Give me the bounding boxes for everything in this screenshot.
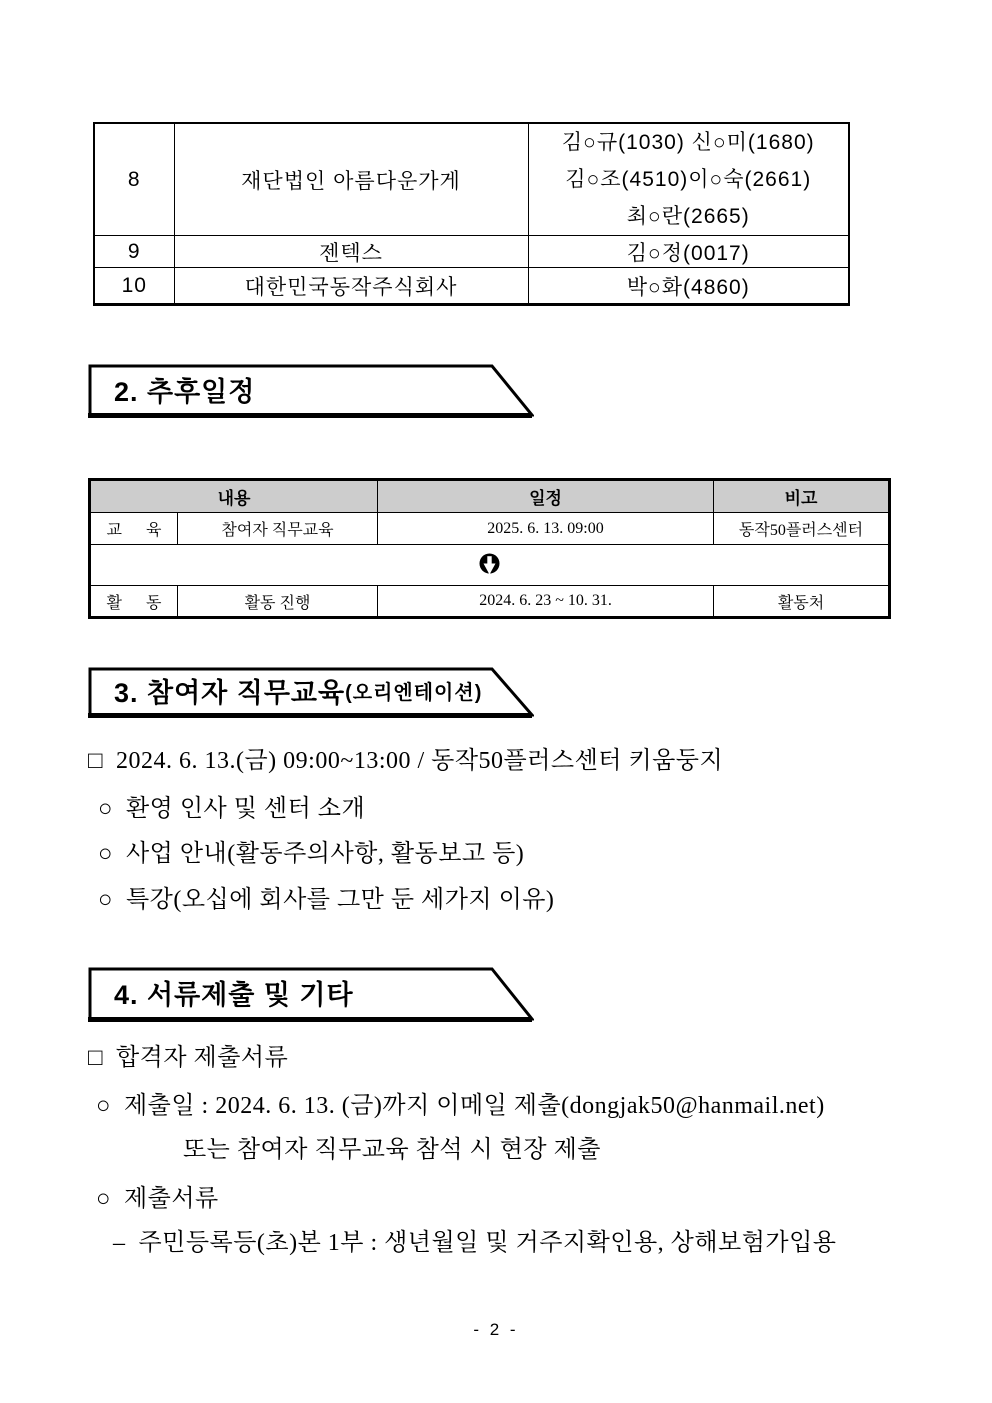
section-title: 2. 추후일정 [114,376,256,407]
member-line: 김○조(4510)이○숙(2661) [565,168,812,191]
list-item [88,1043,288,1073]
section-title-suffix: (오리엔테이션) [345,682,483,704]
schedule-cell: 2025. 6. 13. 09:00 [378,513,714,545]
list-item-text: 2024. 6. 13.(금) 09:00~13:00 / 동작50플러스센터 키움둥지 [116,748,724,774]
list-item [88,746,723,776]
section-title-main: 3. 참여자 직무교육 [114,678,346,708]
list-item-text: 주민등록등(초)본 1부 : 생년월일 및 거주지확인용, 상해보험가입용 [138,1230,837,1256]
participants-table [93,122,850,306]
circle-bullet: ○ [98,796,113,822]
company-cell: 대한민국동작주식회사 [174,268,528,305]
list-item [96,1091,825,1121]
note-cell: 활동처 [714,586,890,618]
company-cell: 젠텍스 [174,236,528,268]
header-note: 비고 [714,480,890,513]
content-cell: 참여자 직무교육 [178,513,378,545]
members-cell [528,123,849,236]
list-item [98,794,365,824]
schedule-table [88,478,891,619]
section-title [114,667,482,714]
list-item-text: 또는 참여자 직무교육 참석 시 현장 제출 [183,1137,601,1163]
list-item-text: 환영 인사 및 센터 소개 [126,796,366,822]
table-row [94,268,849,305]
company-cell: 재단법인 아름다운가게 [174,123,528,236]
arrow-cell [90,545,890,586]
circle-bullet: ○ [98,841,113,867]
table-row [94,236,849,268]
members-cell: 김○정(0017) [528,236,849,268]
row-number-cell: 10 [94,268,174,305]
table-row-education [90,513,890,545]
list-item-text: 제출서류 [124,1186,219,1212]
list-item-text: 합격자 제출서류 [116,1045,289,1071]
page-number: - 2 - [473,1320,519,1339]
table-row-activity [90,586,890,618]
member-line: 김○규(1030) 신○미(1680) [561,131,815,154]
down-arrow-icon [478,553,501,577]
members-cell: 박○화(4860) [528,268,849,305]
note-cell: 동작50플러스센터 [714,513,890,545]
circle-bullet: ○ [96,1186,111,1212]
list-item [96,1184,219,1214]
header-schedule: 일정 [378,480,714,513]
category-cell: 교 육 [90,513,178,545]
circle-bullet: ○ [98,887,113,913]
list-item [98,885,554,915]
header-content: 내용 [90,480,378,513]
circle-bullet: ○ [96,1093,111,1119]
table-row-arrow [90,545,890,586]
content-cell: 활동 진행 [178,586,378,618]
table-header-row [90,480,890,513]
table-row [94,123,849,236]
list-item-text: 제출일 : 2024. 6. 13. (금)까지 이메일 제출(dongjak50@hanmail.net) [124,1093,825,1119]
list-item-continuation [183,1135,601,1165]
list-item-text: 사업 안내(활동주의사항, 활동보고 등) [126,841,525,867]
square-bullet: □ [88,1045,103,1071]
square-bullet: □ [88,748,103,774]
category-cell: 활 동 [90,586,178,618]
section-title: 4. 서류제출 및 기타 [114,980,354,1010]
member-line: 최○란(2665) [626,205,750,228]
schedule-cell: 2024. 6. 23 ~ 10. 31. [378,586,714,618]
dash-bullet: – [113,1230,126,1256]
section-banner-documents [88,967,534,1022]
list-item-text: 특강(오십에 회사를 그만 둔 세가지 이유) [126,887,555,913]
section-banner-education [88,667,534,718]
row-number-cell: 8 [94,123,174,236]
section-banner-schedule [88,364,534,418]
list-item [113,1228,836,1258]
list-item [98,839,524,869]
row-number-cell: 9 [94,236,174,268]
